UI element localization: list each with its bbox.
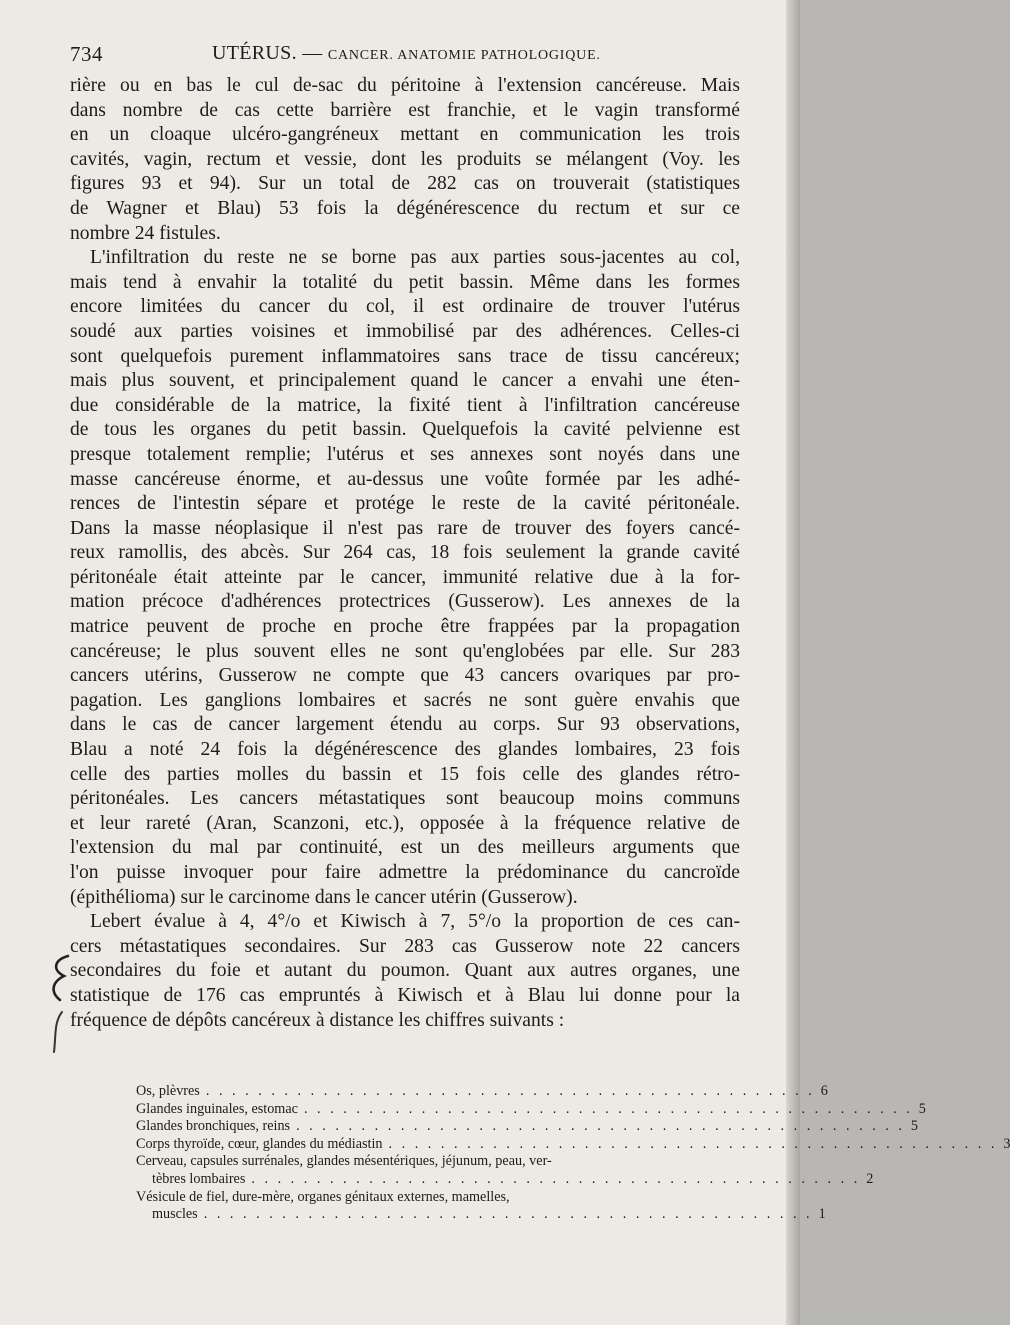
text-line: pagation. Les ganglions lombaires et sacrés ne sont guère envahis que	[70, 689, 740, 711]
running-title-main: UTÉRUS.	[212, 42, 297, 64]
stat-label: Corps thyroïde, cœur, glandes du médiastin	[136, 1135, 383, 1152]
stat-label: Glandes inguinales, estomac	[136, 1100, 298, 1117]
body-text	[70, 74, 740, 1033]
text-line: cancers utérins, Gusserow ne compte que 43 cancers ovariques par pro-	[70, 665, 740, 687]
text-line: matrice peuvent de proche en proche être frappées par la propagation	[70, 616, 740, 638]
text-line: en un cloaque ulcéro-gangréneux mettant en communication les trois	[70, 124, 740, 146]
stat-row-continuation	[136, 1170, 874, 1189]
text-line: de Wagner et Blau) 53 fois la dégénérescence du rectum et sur ce	[70, 197, 740, 219]
text-line: masse cancéreuse énorme, et au-dessus une voûte formée par les adhé-	[70, 468, 740, 490]
text-line: cavités, vagin, rectum et vessie, dont les produits se mélangent (Voy. les	[70, 148, 740, 170]
handwritten-bracket-mark	[46, 952, 72, 1062]
running-title	[212, 42, 601, 65]
stat-value: 5	[910, 1118, 919, 1135]
stat-label-continuation: muscles	[152, 1206, 198, 1223]
text-line: cers métastatiques secondaires. Sur 283 cas Gusserow note 22 cancers	[70, 935, 740, 957]
stat-row	[136, 1083, 828, 1101]
text-line: secondaires du foie et autant du poumon. Quant aux autres organes, une	[70, 960, 740, 982]
text-line: de tous les organes du petit bassin. Quelquefois la cavité pelvienne est	[70, 419, 740, 441]
text-line: l'extension du mal par continuité, est un des meilleurs arguments que	[70, 837, 740, 859]
stat-value: 5	[918, 1100, 926, 1117]
text-line: figures 93 et 94). Sur un total de 282 cas on trouverait (statistiques	[70, 173, 740, 195]
stat-value: 2	[866, 1170, 874, 1187]
text-line: rences de l'intestin sépare et protége le reste de la cavité péritonéale.	[70, 493, 740, 515]
running-title-dash: —	[302, 42, 323, 64]
dot-leader: . . . . . . . . . . . . . . . . . . . . . . . . . . . . . . . . . . . . . . . . . . . . . . .	[251, 1170, 861, 1187]
running-title-sub: CANCER. ANATOMIE PATHOLOGIQUE.	[327, 48, 601, 63]
text-line: sont quelquefois purement inflammatoires sans trace de tissu cancéreux;	[70, 345, 740, 367]
statistics-list	[136, 1083, 1010, 1224]
text-line: Blau a noté 24 fois la dégénérescence des glandes lombaires, 23 fois	[70, 739, 740, 761]
stat-row	[136, 1118, 919, 1136]
text-line: l'on puisse invoquer pour faire admettre la prédominance du cancroïde	[70, 862, 740, 883]
dot-leader: . . . . . . . . . . . . . . . . . . . . . . . . . . . . . . . . . . . . . . . . . . . . . . .	[203, 1206, 813, 1223]
text-line: Lebert évalue à 4, 4°/o et Kiwisch à 7, 5°/o la proportion de ces can-	[90, 911, 740, 933]
stat-value: 6	[820, 1083, 828, 1099]
stat-row	[136, 1153, 676, 1171]
stat-label: Os, plèvres	[136, 1083, 200, 1099]
text-line: L'infiltration du reste ne se borne pas aux parties sous-jacentes au col,	[90, 247, 740, 269]
text-line: soudé aux parties voisines et immobilisé par des adhérences. Celles-ci	[70, 320, 740, 342]
stat-row	[136, 1189, 676, 1207]
text-line: péritonéale était atteinte par le cancer, immunité relative due à la for-	[70, 566, 740, 588]
dot-leader: . . . . . . . . . . . . . . . . . . . . . . . . . . . . . . . . . . . . . . . . . . . . . . .	[205, 1083, 815, 1099]
stat-label: Glandes bronchiques, reins	[136, 1118, 291, 1135]
page-number: 734	[70, 42, 103, 66]
dot-leader: . . . . . . . . . . . . . . . . . . . . . . . . . . . . . . . . . . . . . . . . . . . . . . .	[303, 1100, 913, 1117]
text-line: presque totalement remplie; l'utérus et ses annexes sont noyés dans une	[70, 443, 740, 465]
text-line: cancéreuse; le plus souvent elles ne sont qu'englobées par elle. Sur 283	[70, 640, 740, 662]
text-line: Dans la masse néoplasique il n'est pas rare de trouver des foyers cancé-	[70, 517, 740, 539]
text-line: reux ramollis, des abcès. Sur 264 cas, 18 fois seulement la grande cavité	[70, 542, 740, 564]
dot-leader: . . . . . . . . . . . . . . . . . . . . . . . . . . . . . . . . . . . . . . . . . . . . . . .	[388, 1135, 998, 1152]
text-line: fréquence de dépôts cancéreux à distance les chiffres suivants :	[70, 1009, 565, 1031]
text-line: celle des parties molles du bassin et 15 fois celle des glandes rétro-	[70, 763, 740, 785]
text-line: nombre 24 fistules.	[70, 222, 221, 244]
text-line: dans nombre de cas cette barrière est franchie, et le vagin transformé	[70, 99, 740, 121]
stat-value: 3	[1003, 1135, 1010, 1152]
stat-label: Cerveau, capsules surrénales, glandes mésentériques, jéjunum, peau, ver-	[136, 1153, 552, 1170]
text-line: dans le cas de cancer largement étendu au corps. Sur 93 observations,	[70, 714, 740, 736]
stat-value: 1	[818, 1206, 826, 1223]
text-line: et leur rareté (Aran, Scanzoni, etc.), opposée à la fréquence relative de	[70, 812, 740, 834]
text-line: statistique de 176 cas empruntés à Kiwisch et à Blau lui donne pour la	[70, 984, 740, 1006]
stat-row	[136, 1135, 1010, 1154]
running-header	[70, 42, 740, 70]
stat-label-continuation: tèbres lombaires	[152, 1170, 246, 1187]
dot-leader: . . . . . . . . . . . . . . . . . . . . . . . . . . . . . . . . . . . . . . . . . . . . . . .	[296, 1118, 905, 1135]
text-line: mation précoce d'adhérences protectrices (Gusserow). Les annexes de la	[70, 591, 740, 613]
text-line: (épithélioma) sur le carcinome dans le cancer utérin (Gusserow).	[70, 886, 578, 908]
stat-row	[136, 1100, 926, 1119]
text-line: rière ou en bas le cul de-sac du péritoine à l'extension cancéreuse. Mais	[70, 75, 740, 96]
text-line: encore limitées du cancer du col, il est ordinaire de trouver l'utérus	[70, 296, 740, 318]
stat-row-continuation	[136, 1206, 826, 1224]
text-line: péritonéales. Les cancers métastatiques sont beaucoup moins communs	[70, 788, 740, 810]
stat-label: Vésicule de fiel, dure-mère, organes génitaux externes, mamelles,	[136, 1188, 510, 1205]
text-line: due considérable de la matrice, la fixité tient à l'infiltration cancéreuse	[70, 394, 740, 416]
text-line: mais tend à envahir la totalité du petit bassin. Même dans les formes	[70, 271, 740, 293]
text-line: mais plus souvent, et principalement quand le cancer a envahi une éten-	[70, 370, 740, 392]
